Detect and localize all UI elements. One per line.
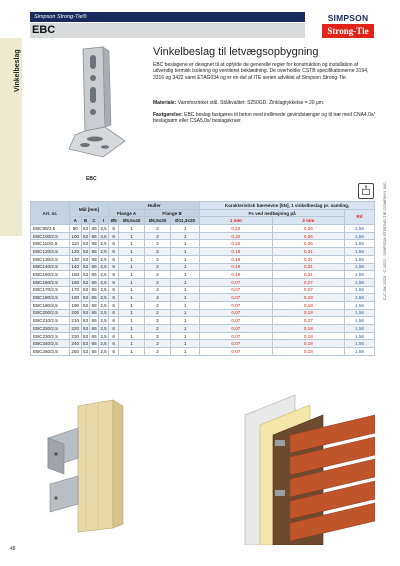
table-cell: 1 (119, 248, 145, 256)
table-cell: 2,5 (100, 295, 107, 301)
table-cell: 2,5 (100, 241, 107, 247)
table-cell: 1 (119, 232, 145, 240)
table-cell: 210 (69, 317, 81, 325)
table-cell: 53 (83, 341, 89, 347)
bracket-illustration (55, 45, 135, 165)
table-cell: 0,36 (272, 240, 344, 248)
table-cell: 1,56 (344, 263, 374, 271)
table-cell: 6 (109, 232, 119, 240)
table-cell: 1 (171, 225, 200, 233)
page-number: 48 (10, 546, 16, 552)
table-cell: 0,27 (272, 317, 344, 325)
table-row (31, 301, 375, 309)
table-cell: 0,31 (272, 248, 344, 256)
col-b: B (81, 217, 90, 225)
table-cell: 53 (83, 325, 89, 331)
table-cell: 1 (119, 240, 145, 248)
table-cell: 0,18 (272, 309, 344, 317)
table-cell: 2,5 (100, 333, 107, 339)
table-cell: 0,27 (272, 278, 344, 286)
table-cell: 2,5 (100, 248, 107, 254)
table-cell: 65 (91, 272, 97, 278)
side-tab (0, 38, 22, 96)
material-label: Materiale: (153, 100, 177, 106)
table-row (31, 240, 375, 248)
table-row (31, 263, 375, 271)
col-1mm: 1 mm (200, 217, 272, 225)
installation-illustration (28, 398, 178, 533)
table-cell: 1,56 (344, 294, 374, 302)
table-cell: 6 (109, 301, 119, 309)
fastening-label: Fastgørelse: (153, 112, 183, 118)
table-cell: 1 (119, 325, 145, 333)
table-cell: 1 (119, 301, 145, 309)
table-cell: 160 (69, 278, 81, 286)
table-cell: 2 (145, 278, 171, 286)
table-cell: 1,56 (344, 325, 374, 333)
table-cell: 6 (109, 317, 119, 325)
side-tab-label: Vinkelbeslag (14, 49, 21, 92)
table-cell: EBC130/2,5 (31, 255, 70, 263)
col-a: A (69, 217, 81, 225)
table-row (31, 248, 375, 256)
table-cell: 1 (171, 248, 200, 256)
table-cell: 2 (145, 317, 171, 325)
product-code: EBC (32, 24, 56, 36)
table-row (31, 255, 375, 263)
table-cell: 1 (119, 348, 145, 356)
col-flange-b: Flange B (145, 209, 200, 217)
table-cell: 6 (109, 294, 119, 302)
table-cell: 6 (109, 255, 119, 263)
table-cell: 1,56 (344, 232, 374, 240)
table-cell: 1,56 (344, 248, 374, 256)
table-cell: 100 (69, 232, 81, 240)
table-cell: 1 (119, 309, 145, 317)
table-cell: 2 (145, 309, 171, 317)
table-cell: EBC180/2,5 (31, 294, 70, 302)
brand-line: Simpson Strong-Tie® (34, 13, 87, 20)
facade-illustration (235, 395, 375, 545)
table-cell: 2 (145, 240, 171, 248)
table-cell: 2 (145, 225, 171, 233)
table-cell: 0,36 (272, 225, 344, 233)
table-cell: EBC170/2,5 (31, 286, 70, 294)
table-cell: 2,5 (100, 287, 107, 293)
table-cell: 1,56 (344, 348, 374, 356)
table-cell: 2,5 (100, 272, 107, 278)
table-cell: 1 (171, 340, 200, 348)
table-cell: 1 (119, 332, 145, 340)
table-cell: 1 (119, 340, 145, 348)
table-cell: 1 (171, 232, 200, 240)
table-cell: 1 (119, 286, 145, 294)
col-flange-a: Flange A (109, 209, 145, 217)
table-cell: 6 (109, 271, 119, 279)
table-cell: 65 (91, 341, 97, 347)
table-cell: 65 (91, 256, 97, 262)
table-cell: 2 (145, 325, 171, 333)
table-row (31, 309, 375, 317)
col-huller: Huller (109, 202, 200, 210)
table-cell: 2 (145, 332, 171, 340)
logo-line1: SIMPSON (322, 12, 374, 24)
table-cell: 0,07 (200, 278, 272, 286)
table-cell: 90 (69, 225, 81, 233)
table-cell: 0,07 (200, 325, 272, 333)
table-cell: EBC110/2,5 (31, 240, 70, 248)
table-cell: 1,56 (344, 240, 374, 248)
table-cell: 1,56 (344, 286, 374, 294)
table-cell: 6 (109, 240, 119, 248)
table-cell: EBC250/2,5 (31, 348, 70, 356)
table-cell: 2,5 (100, 302, 107, 308)
table-cell: 6 (109, 225, 119, 233)
table-cell: 2 (145, 340, 171, 348)
table-cell: 2,5 (100, 325, 107, 331)
intro-paragraph: EBC beslagene er designet til at opfylde de generelle regler for konstruktion og installation af udvendig termisk isolering og ventileret beklædning. De overholder CSTB specifikationerne 3194, 3316 og 3422 samt ETAG034 og er en del af ITE serien udviklet af Simpson Strong-Tie. (153, 62, 369, 81)
table-cell: 1 (119, 255, 145, 263)
table-cell: 1 (171, 286, 200, 294)
table-cell: 250 (69, 348, 81, 356)
table-cell: 0,07 (200, 340, 272, 348)
table-cell: 6 (109, 248, 119, 256)
table-cell: 6 (109, 278, 119, 286)
table-cell: 65 (91, 248, 97, 254)
table-cell: EBC220/2,5 (31, 325, 70, 333)
table-cell: 170 (69, 286, 81, 294)
col-c: C (90, 217, 99, 225)
table-cell: EBC150/2,5 (31, 271, 70, 279)
table-cell: EBC190/2,5 (31, 301, 70, 309)
table-cell: 53 (83, 302, 89, 308)
col-o11: Ø11,3x20 (171, 217, 200, 225)
table-row (31, 271, 375, 279)
table-cell: 65 (91, 325, 97, 331)
table-cell: 150 (69, 271, 81, 279)
vertical-copyright: C-C-DK-2023 · © 2022 · SIMPSON STRONG-TIE COMPANY INC. (382, 181, 387, 300)
table-cell: 53 (83, 225, 89, 231)
table-cell: 53 (83, 272, 89, 278)
table-cell: 180 (69, 294, 81, 302)
table-cell: 65 (91, 333, 97, 339)
table-cell: 2 (145, 301, 171, 309)
table-body (31, 225, 375, 356)
table-cell: 0,27 (272, 286, 344, 294)
table-cell: 2 (145, 294, 171, 302)
table-cell: 2 (145, 248, 171, 256)
table-row (31, 278, 375, 286)
table-cell: 53 (83, 287, 89, 293)
table-cell: 1 (171, 325, 200, 333)
table-cell: 1 (171, 309, 200, 317)
fastening-text: EBC beslag fastgøres til beton med indlimede gevindstænger og til træ med CNA4,0x/ beslagsøm eller CSA5,0x/ beslagskruer. (153, 112, 375, 125)
table-cell: 1 (171, 294, 200, 302)
table-cell: 0,31 (272, 271, 344, 279)
table-cell: 0,07 (200, 301, 272, 309)
table-cell: 53 (83, 295, 89, 301)
table-cell: 130 (69, 255, 81, 263)
table-cell: 120 (69, 248, 81, 256)
table-cell: 1 (171, 240, 200, 248)
col-o65b: Ø6,5x20 (145, 217, 171, 225)
table-cell: 65 (91, 310, 97, 316)
table-cell: 6 (109, 309, 119, 317)
table-cell: 53 (83, 310, 89, 316)
table-cell: 1,56 (344, 340, 374, 348)
table-cell: 1 (171, 301, 200, 309)
table-cell: 2 (145, 286, 171, 294)
table-cell: 1,56 (344, 332, 374, 340)
table-cell: 0,07 (200, 286, 272, 294)
table-cell: 140 (69, 263, 81, 271)
table-cell: 0,07 (200, 309, 272, 317)
col-mal: Mål [mm] (69, 202, 108, 217)
title-bar (30, 23, 305, 38)
table-cell: 0,18 (272, 325, 344, 333)
table-cell: 1 (171, 263, 200, 271)
table-cell: 2,5 (100, 256, 107, 262)
table-cell: 1 (171, 271, 200, 279)
table-cell: 2,5 (100, 233, 107, 239)
table-cell: 0,31 (272, 263, 344, 271)
table-cell: 6 (109, 286, 119, 294)
table-cell: EBC230/2,5 (31, 332, 70, 340)
table-cell: EBC100/2,5 (31, 232, 70, 240)
table-cell: 53 (83, 333, 89, 339)
col-t: t (98, 217, 108, 225)
table-cell: 53 (83, 233, 89, 239)
table-cell: 65 (91, 348, 97, 354)
table-cell: 6 (109, 263, 119, 271)
table-row (31, 225, 375, 233)
table-cell: 65 (91, 302, 97, 308)
table-row (31, 340, 375, 348)
col-o65: Ø6,5x40 (119, 217, 145, 225)
table-cell: 0,22 (200, 225, 272, 233)
table-cell: 2 (145, 263, 171, 271)
table-row (31, 332, 375, 340)
table-cell: 1 (171, 317, 200, 325)
table-cell: 0,36 (272, 232, 344, 240)
col-karakteristisk: Karakteristisk bæreevne [kN], 1 vinkelbeslag pr. samling, (200, 202, 375, 210)
table-cell: 65 (91, 295, 97, 301)
table-cell: 1 (171, 348, 200, 356)
table-cell: 0,07 (200, 317, 272, 325)
logo-line2: Strong-Tie (322, 24, 374, 38)
table-row (31, 294, 375, 302)
table-cell: 2 (145, 255, 171, 263)
table-cell: 1 (171, 255, 200, 263)
col-fs: Fs ved nedbøjning på (200, 209, 345, 217)
table-cell: 2 (145, 348, 171, 356)
table-cell: 0,22 (200, 240, 272, 248)
table-row (31, 232, 375, 240)
table-cell: EBC120/2,5 (31, 248, 70, 256)
table-cell: 230 (69, 332, 81, 340)
table-cell: 6 (109, 332, 119, 340)
table-cell: 65 (91, 225, 97, 231)
material-text: Varmforzinket stål. Stålkvalitet: S250GD. Zinklagtykkelse = 20 µm. (176, 100, 325, 106)
table-cell: 190 (69, 301, 81, 309)
table-cell: 65 (91, 279, 97, 285)
table-cell: 53 (83, 318, 89, 324)
table-cell: 0,07 (200, 294, 272, 302)
table-cell: 1 (119, 225, 145, 233)
table-cell: 1,56 (344, 225, 374, 233)
material-paragraph (153, 100, 375, 106)
table-cell: 1 (119, 294, 145, 302)
table-cell: 1,56 (344, 271, 374, 279)
table-cell: 65 (91, 287, 97, 293)
table-cell: 1,56 (344, 309, 374, 317)
table-cell: 0,07 (200, 332, 272, 340)
col-3mm: 3 mm (272, 217, 344, 225)
col-art-nr: Art. nr. (31, 202, 70, 225)
fastening-paragraph (153, 112, 375, 125)
table-cell: 0,19 (200, 248, 272, 256)
table-cell: 1 (119, 278, 145, 286)
table-cell: EBC240/2,5 (31, 340, 70, 348)
table-cell: 2,5 (100, 225, 107, 231)
table-cell: 110 (69, 240, 81, 248)
page-heading: Vinkelbeslag til letvægsopbygning (153, 46, 319, 58)
table-cell: 6 (109, 325, 119, 333)
table-cell: 0,18 (272, 294, 344, 302)
table-cell: 2,5 (100, 348, 107, 354)
col-rd: Rd (344, 209, 374, 224)
table-cell: 220 (69, 325, 81, 333)
table-cell: 53 (83, 279, 89, 285)
table-cell: 240 (69, 340, 81, 348)
table-cell: 1 (171, 278, 200, 286)
table-cell: 0,19 (200, 255, 272, 263)
table-cell: 65 (91, 241, 97, 247)
specification-table (30, 201, 375, 356)
table-cell: EBC160/2,5 (31, 278, 70, 286)
table-cell: 0,19 (200, 271, 272, 279)
table-cell: 200 (69, 309, 81, 317)
table-cell: 0,31 (272, 255, 344, 263)
table-cell: 53 (83, 248, 89, 254)
table-cell: 65 (91, 318, 97, 324)
table-cell: EBC140/2,5 (31, 263, 70, 271)
table-cell: 1 (119, 263, 145, 271)
table-cell: 1,56 (344, 301, 374, 309)
product-label: EBC (86, 176, 97, 182)
table-cell: 0,07 (200, 348, 272, 356)
table-row (31, 286, 375, 294)
table-cell: 6 (109, 340, 119, 348)
table-cell: 53 (83, 348, 89, 354)
table-cell: 2,5 (100, 341, 107, 347)
table-cell: 1 (119, 317, 145, 325)
table-cell: 1 (171, 332, 200, 340)
table-cell: 53 (83, 264, 89, 270)
table-cell: 2,5 (100, 279, 107, 285)
table-cell: 1,56 (344, 278, 374, 286)
table-cell: EBC90/2,5 (31, 225, 70, 233)
table-cell: 2 (145, 232, 171, 240)
table-cell: 2,5 (100, 264, 107, 270)
col-o5: Ø5 (110, 218, 117, 224)
table-row (31, 317, 375, 325)
table-cell: EBC210/2,5 (31, 317, 70, 325)
table-row (31, 325, 375, 333)
table-row (31, 348, 375, 356)
brand-bar (30, 12, 305, 22)
table-cell: 2,5 (100, 310, 107, 316)
table-cell: 6 (109, 348, 119, 356)
table-cell: 1,56 (344, 317, 374, 325)
table-cell: 53 (83, 241, 89, 247)
table-cell: 0,18 (272, 348, 344, 356)
table-cell: 1,56 (344, 255, 374, 263)
table-cell: 2 (145, 271, 171, 279)
table-cell: 2,5 (100, 318, 107, 324)
table-cell: EBC200/2,5 (31, 309, 70, 317)
fixing-icon (358, 183, 374, 199)
table-cell: 0,22 (200, 232, 272, 240)
simpson-logo (322, 12, 374, 38)
table-cell: 0,18 (272, 301, 344, 309)
table-cell: 1 (119, 271, 145, 279)
table-cell: 0,18 (272, 332, 344, 340)
table-cell: 0,18 (272, 340, 344, 348)
table-cell: 0,19 (200, 263, 272, 271)
side-column (0, 96, 22, 236)
table-cell: 65 (91, 233, 97, 239)
table-cell: 65 (91, 264, 97, 270)
table-cell: 53 (83, 256, 89, 262)
